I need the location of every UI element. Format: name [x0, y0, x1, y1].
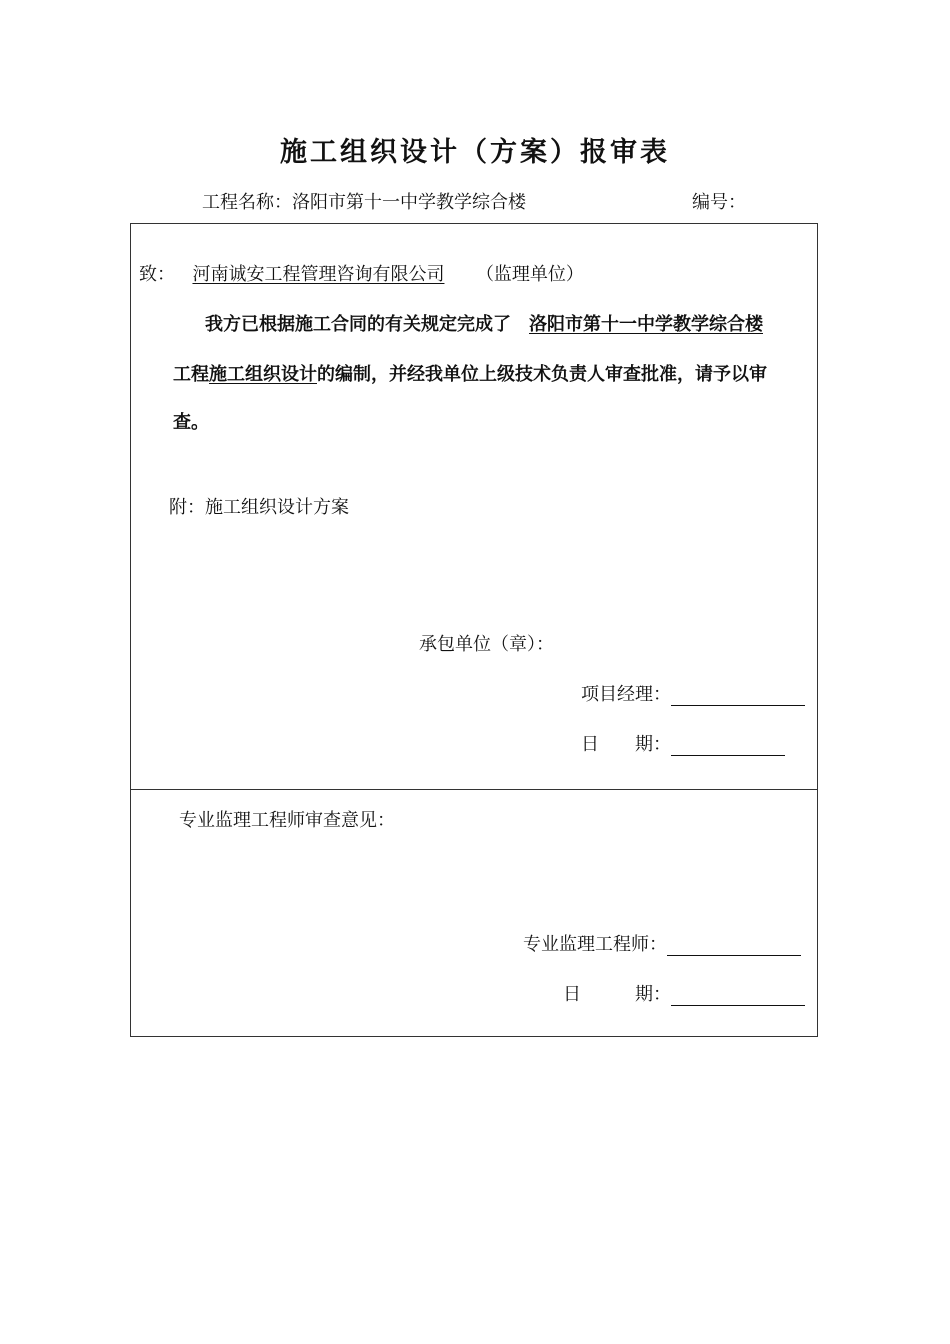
project-label: 工程名称：: [202, 192, 292, 213]
submission-date-label: 日 期：: [581, 734, 671, 755]
addressee-row: [139, 260, 584, 286]
body-line-2: [173, 360, 767, 386]
project-name: 洛阳市第十一中学教学综合楼: [292, 192, 526, 213]
body-line2-suffix: 的编制，并经我单位上级技术负责人审查批准，请予以审: [317, 364, 767, 385]
body-line2-prefix: 工程: [173, 364, 209, 385]
review-date-label: 日 期：: [563, 984, 671, 1005]
attachment-text: 附：施工组织设计方案: [169, 497, 349, 518]
review-opinion-label: 专业监理工程师审查意见：: [179, 810, 395, 831]
submission-date-row: [581, 730, 785, 756]
supervisor-unit-label: （监理单位）: [475, 264, 584, 285]
form-number-label: 编号：: [692, 192, 746, 213]
body-line-3: 查。: [173, 412, 209, 433]
manager-row: [581, 680, 805, 706]
body-line1-prefix: 我方已根据施工合同的有关规定完成了: [205, 314, 511, 335]
body-design-name: 施工组织设计: [209, 364, 317, 385]
form-title: 施工组织设计（方案）报审表: [280, 137, 670, 168]
supervisor-company: 河南诚安工程管理咨询有限公司: [192, 264, 445, 285]
engineer-signature-line[interactable]: [667, 937, 801, 956]
manager-signature-line[interactable]: [671, 687, 805, 706]
submission-date-line[interactable]: [671, 737, 785, 756]
review-date-row: [563, 980, 805, 1006]
engineer-row: [523, 930, 801, 956]
section-divider: [131, 789, 817, 790]
review-date-line[interactable]: [671, 987, 805, 1006]
body-project-name: 洛阳市第十一中学教学综合楼: [529, 314, 763, 335]
manager-label: 项目经理：: [581, 684, 671, 705]
body-line-1: [205, 310, 763, 336]
project-name-row: [202, 188, 526, 214]
to-label: 致：: [139, 264, 175, 285]
contractor-label: 承包单位（章）：: [419, 634, 554, 655]
form-table: [130, 223, 818, 1037]
engineer-label: 专业监理工程师：: [523, 934, 667, 955]
